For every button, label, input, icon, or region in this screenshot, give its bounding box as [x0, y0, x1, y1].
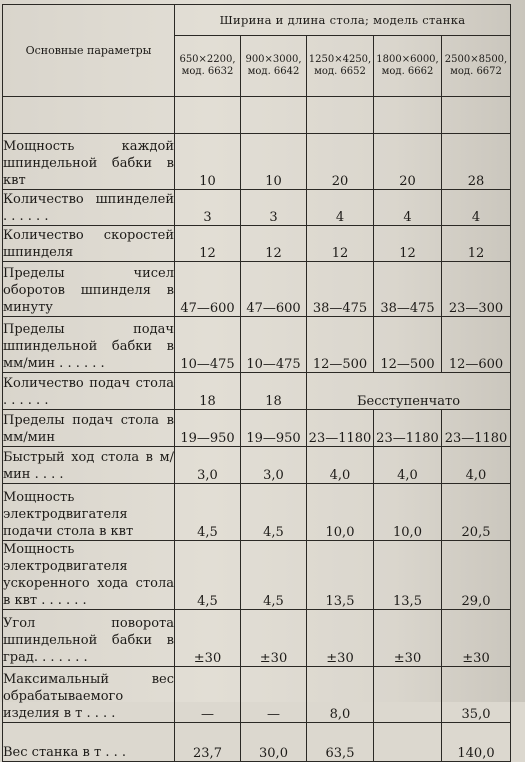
cell-value: 13,5 [307, 541, 374, 610]
cell-value: 23—1180 [307, 410, 374, 447]
cell-value: 3 [241, 190, 307, 226]
table-row [3, 484, 511, 541]
cell-value: 29,0 [442, 541, 511, 610]
cell-value: 4,5 [175, 541, 241, 610]
cell-value: 18 [241, 373, 307, 410]
cell-value: 13,5 [374, 541, 442, 610]
cell-value: 12 [307, 226, 374, 262]
cell-value: ±30 [175, 610, 241, 667]
cell-value: 20,5 [442, 484, 511, 541]
cell-value: 23—300 [442, 262, 511, 317]
cell-value: 30,0 [241, 723, 307, 762]
cell-value: 4,0 [374, 447, 442, 484]
cell-value: 4 [374, 190, 442, 226]
cell-value: 10,0 [307, 484, 374, 541]
merged-cell: Бесступенчато [307, 373, 511, 410]
header-group: Ширина и длина стола; модель станка [175, 5, 511, 36]
header-model: 1800×6000, мод. 6662 [374, 36, 442, 97]
cell-value: 4,0 [307, 447, 374, 484]
table-row [3, 262, 511, 317]
table-row [3, 373, 511, 410]
row-label: Количество скоростей шпинделя [3, 226, 175, 262]
row-label: Вес станка в т . . . [3, 723, 175, 762]
cell-value: 12 [374, 226, 442, 262]
row-label: Максимальный вес обрабатываемого изделия в т . . . . [3, 667, 175, 723]
row-label: Мощность электродвигателя подачи стола в квт [3, 484, 175, 541]
cell-value: 12—600 [442, 317, 511, 373]
cell-value: 4,0 [442, 447, 511, 484]
header-model: 650×2200, мод. 6632 [175, 36, 241, 97]
cell-value: 23—1180 [442, 410, 511, 447]
cell-value: 12 [241, 226, 307, 262]
cell-value [374, 723, 442, 762]
cell-value: ±30 [307, 610, 374, 667]
row-label: Количество подач стола . . . . . . [3, 373, 175, 410]
row-label: Мощность электродвигателя ускоренного хода стола в квт . . . . . . [3, 542, 174, 608]
cell-value: 38—475 [374, 262, 442, 317]
cell-value: — [241, 667, 307, 723]
cell-value: 140,0 [442, 723, 511, 762]
cell-value: 47—600 [175, 262, 241, 317]
table-row [3, 723, 511, 762]
cell-value [374, 667, 442, 723]
header-model: 900×3000, мод. 6642 [241, 36, 307, 97]
cell-value: 18 [175, 373, 241, 410]
table-row [3, 410, 511, 447]
cell-value: 4,5 [241, 484, 307, 541]
cell-value: 12—500 [374, 317, 442, 373]
cell-value: 4 [307, 190, 374, 226]
header-model: 1250×4250, мод. 6652 [307, 36, 374, 97]
table-row [3, 317, 511, 373]
cell-value: 23—1180 [374, 410, 442, 447]
header-parameters: Основные параметры [3, 5, 175, 97]
cell-value: 10 [241, 134, 307, 190]
cell-value: 4,5 [175, 484, 241, 541]
row-label: Пределы чисел оборотов шпинделя в минуту [3, 262, 175, 317]
cell-value: 28 [442, 134, 511, 190]
cell-value: 20 [307, 134, 374, 190]
cell-value: 12 [175, 226, 241, 262]
cell-value: ±30 [442, 610, 511, 667]
row-label: Угол поворота шпиндельной бабки в град. . . . . . . [3, 610, 175, 667]
table-row [3, 541, 511, 610]
cell-value: ±30 [241, 610, 307, 667]
cell-value: 35,0 [442, 667, 511, 723]
cell-value: 19—950 [175, 410, 241, 447]
cell-value: 19—950 [241, 410, 307, 447]
cell-value: 10—475 [175, 317, 241, 373]
table-row [3, 190, 511, 226]
header-model: 2500×8500, мод. 6672 [442, 36, 511, 97]
table-row [3, 447, 511, 484]
table-row [3, 667, 511, 723]
cell-value: 47—600 [241, 262, 307, 317]
cell-value: 63,5 [307, 723, 374, 762]
cell-value: 12 [442, 226, 511, 262]
cell-value: 12—500 [307, 317, 374, 373]
cell-value: 10 [175, 134, 241, 190]
spacer-row [3, 97, 511, 134]
cell-value: 10—475 [241, 317, 307, 373]
cell-value: 3 [175, 190, 241, 226]
row-label: Мощность каждой шпиндельной бабки в квт [3, 134, 175, 190]
table-row [3, 226, 511, 262]
row-label: Пределы подач стола в мм/мин [3, 410, 175, 447]
cell-value: 20 [374, 134, 442, 190]
header-row [3, 5, 511, 36]
cell-value: 38—475 [307, 262, 374, 317]
table-row [3, 610, 511, 667]
machine-spec-table [2, 4, 511, 762]
cell-value: 3,0 [175, 447, 241, 484]
cell-value: 4,5 [241, 541, 307, 610]
row-label: Количество шпинделей . . . . . . [3, 190, 175, 226]
cell-value: 8,0 [307, 667, 374, 723]
cell-value: 4 [442, 190, 511, 226]
cell-value: 23,7 [175, 723, 241, 762]
cell-value: ±30 [374, 610, 442, 667]
cell-value: — [175, 667, 241, 723]
table-row [3, 134, 511, 190]
cell-value: 10,0 [374, 484, 442, 541]
row-label: Быстрый ход стола в м/мин . . . . [3, 447, 175, 484]
row-label: Пределы подач шпиндельной бабки в мм/мин . . . . . . [3, 317, 175, 373]
cell-value: 3,0 [241, 447, 307, 484]
